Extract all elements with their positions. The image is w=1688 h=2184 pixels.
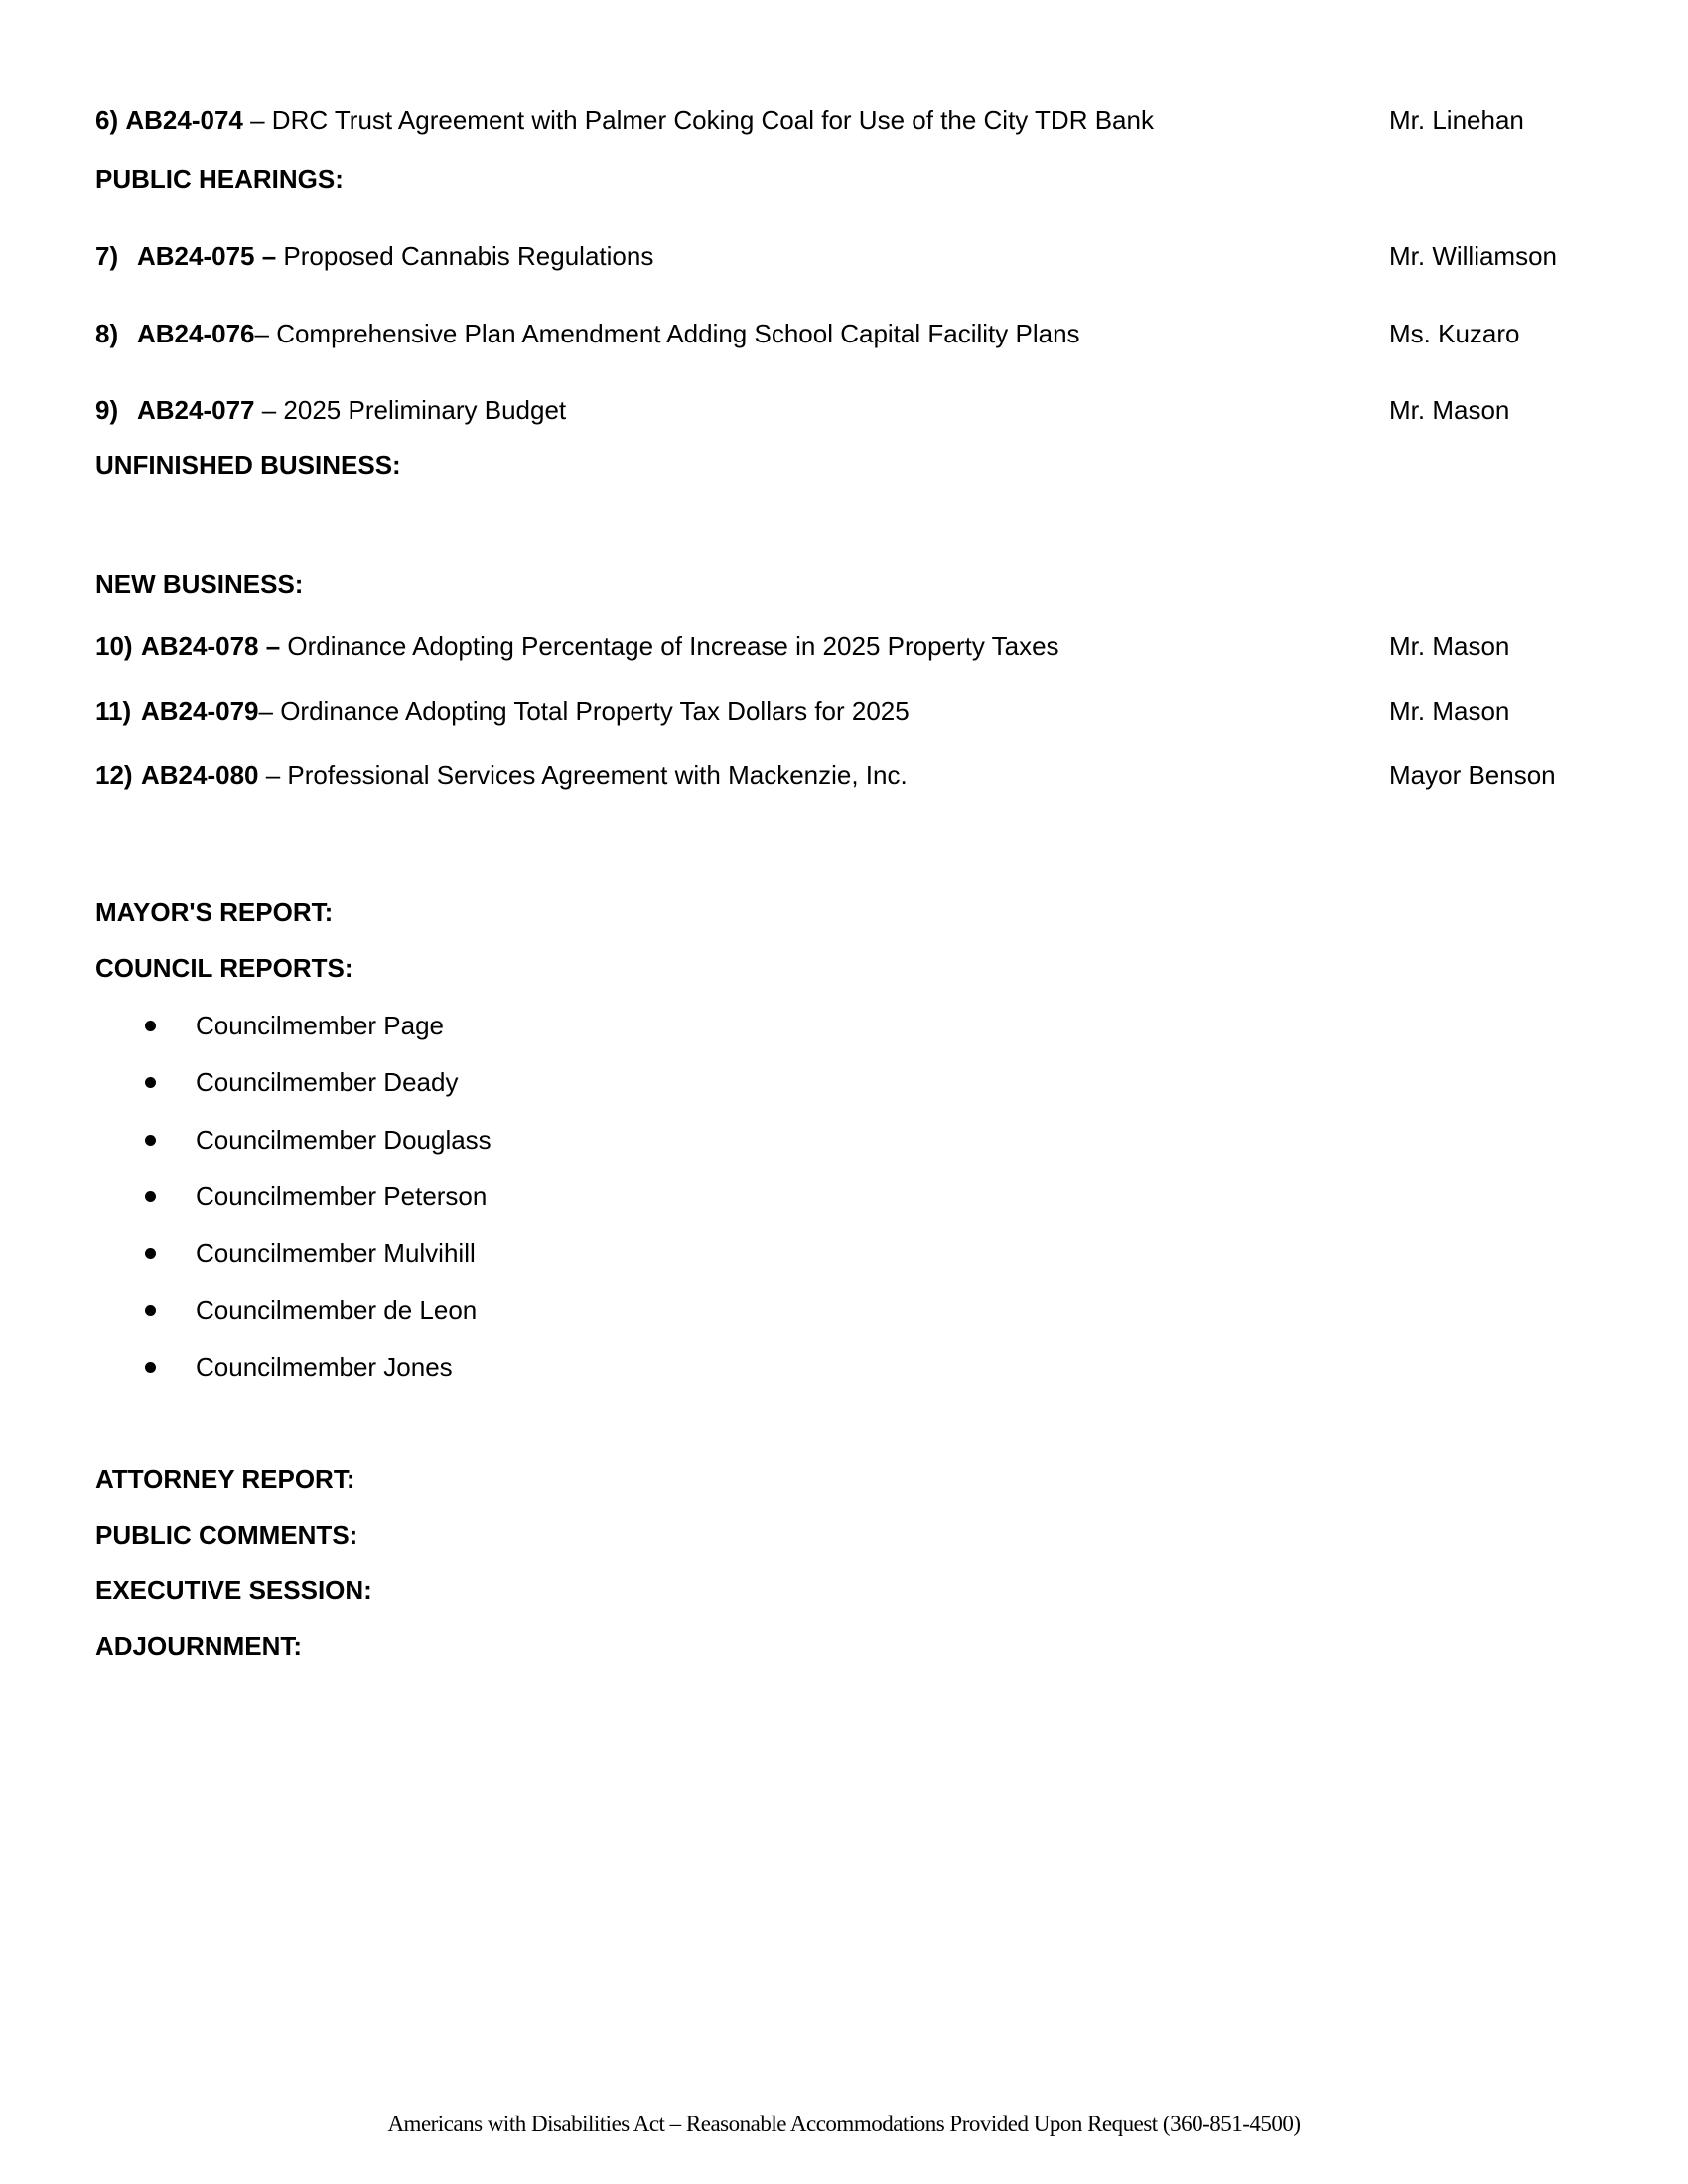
section-heading-public-hearings: PUBLIC HEARINGS: xyxy=(95,164,344,194)
list-item: Councilmember Deady xyxy=(196,1067,459,1097)
section-heading-mayors-report: MAYOR'S REPORT: xyxy=(95,897,334,927)
agenda-item-6 xyxy=(95,104,1154,136)
bullet-icon xyxy=(145,1135,156,1146)
item-title: Proposed Cannabis Regulations xyxy=(276,241,654,271)
list-item: Councilmember de Leon xyxy=(196,1296,478,1325)
section-heading-adjournment: ADJOURNMENT: xyxy=(95,1631,302,1661)
item-presenter: Mr. Mason xyxy=(1389,696,1510,726)
item-number: 6) xyxy=(95,105,119,135)
item-number: 9) xyxy=(95,395,119,425)
item-title: – 2025 Preliminary Budget xyxy=(254,395,567,425)
agenda-item-9 xyxy=(95,394,566,426)
item-code: AB24-078 – xyxy=(141,631,281,661)
item-title: Ordinance Adopting Percentage of Increase in 2025 Property Taxes xyxy=(280,631,1059,661)
item-dash: – xyxy=(242,105,272,135)
item-presenter: Mayor Benson xyxy=(1389,760,1556,790)
section-heading-public-comments: PUBLIC COMMENTS: xyxy=(95,1520,358,1550)
bullet-icon xyxy=(145,1305,156,1316)
agenda-item-7 xyxy=(95,240,653,272)
item-code: AB24-079 xyxy=(141,696,259,726)
bullet-icon xyxy=(145,1191,156,1202)
section-heading-executive-session: EXECUTIVE SESSION: xyxy=(95,1575,372,1605)
item-title: – Ordinance Adopting Total Property Tax Dollars for 2025 xyxy=(258,696,910,726)
item-title: – Comprehensive Plan Amendment Adding School Capital Facility Plans xyxy=(254,319,1080,348)
item-code: AB24-080 xyxy=(141,760,259,790)
item-title: DRC Trust Agreement with Palmer Coking Coal for Use of the City TDR Bank xyxy=(271,105,1154,135)
section-heading-council-reports: COUNCIL REPORTS: xyxy=(95,953,353,983)
item-number: 11) xyxy=(95,696,132,726)
item-number: 12) xyxy=(95,760,133,790)
list-item: Councilmember Douglass xyxy=(196,1125,492,1155)
item-presenter: Mr. Mason xyxy=(1389,395,1510,425)
agenda-item-10 xyxy=(95,630,1059,662)
item-number: 7) xyxy=(95,241,119,271)
bullet-icon xyxy=(145,1021,156,1031)
agenda-item-11 xyxy=(95,695,910,727)
item-presenter: Mr. Linehan xyxy=(1389,105,1524,135)
ada-footer: Americans with Disabilities Act – Reasonable Accommodations Provided Upon Request (360-851-4500) xyxy=(387,2112,1301,2136)
list-item: Councilmember Jones xyxy=(196,1352,453,1382)
list-item: Councilmember Mulvihill xyxy=(196,1238,476,1268)
item-presenter: Mr. Williamson xyxy=(1389,241,1558,271)
agenda-item-12 xyxy=(95,759,908,791)
item-code: AB24-077 xyxy=(137,395,255,425)
section-heading-attorney-report: ATTORNEY REPORT: xyxy=(95,1464,355,1494)
item-presenter: Ms. Kuzaro xyxy=(1389,319,1520,348)
item-number: 10) xyxy=(95,631,133,661)
bullet-icon xyxy=(145,1248,156,1259)
item-title: – Professional Services Agreement with Mackenzie, Inc. xyxy=(258,760,908,790)
list-item: Councilmember Page xyxy=(196,1011,445,1040)
item-code: AB24-074 xyxy=(125,105,243,135)
bullet-icon xyxy=(145,1362,156,1373)
list-item: Councilmember Peterson xyxy=(196,1181,488,1211)
section-heading-new-business: NEW BUSINESS: xyxy=(95,569,304,599)
item-presenter: Mr. Mason xyxy=(1389,631,1510,661)
item-code: AB24-076 xyxy=(137,319,255,348)
bullet-icon xyxy=(145,1077,156,1088)
section-heading-unfinished-business: UNFINISHED BUSINESS: xyxy=(95,450,401,479)
item-code: AB24-075 – xyxy=(137,241,277,271)
item-number: 8) xyxy=(95,319,119,348)
agenda-item-8 xyxy=(95,318,1080,349)
